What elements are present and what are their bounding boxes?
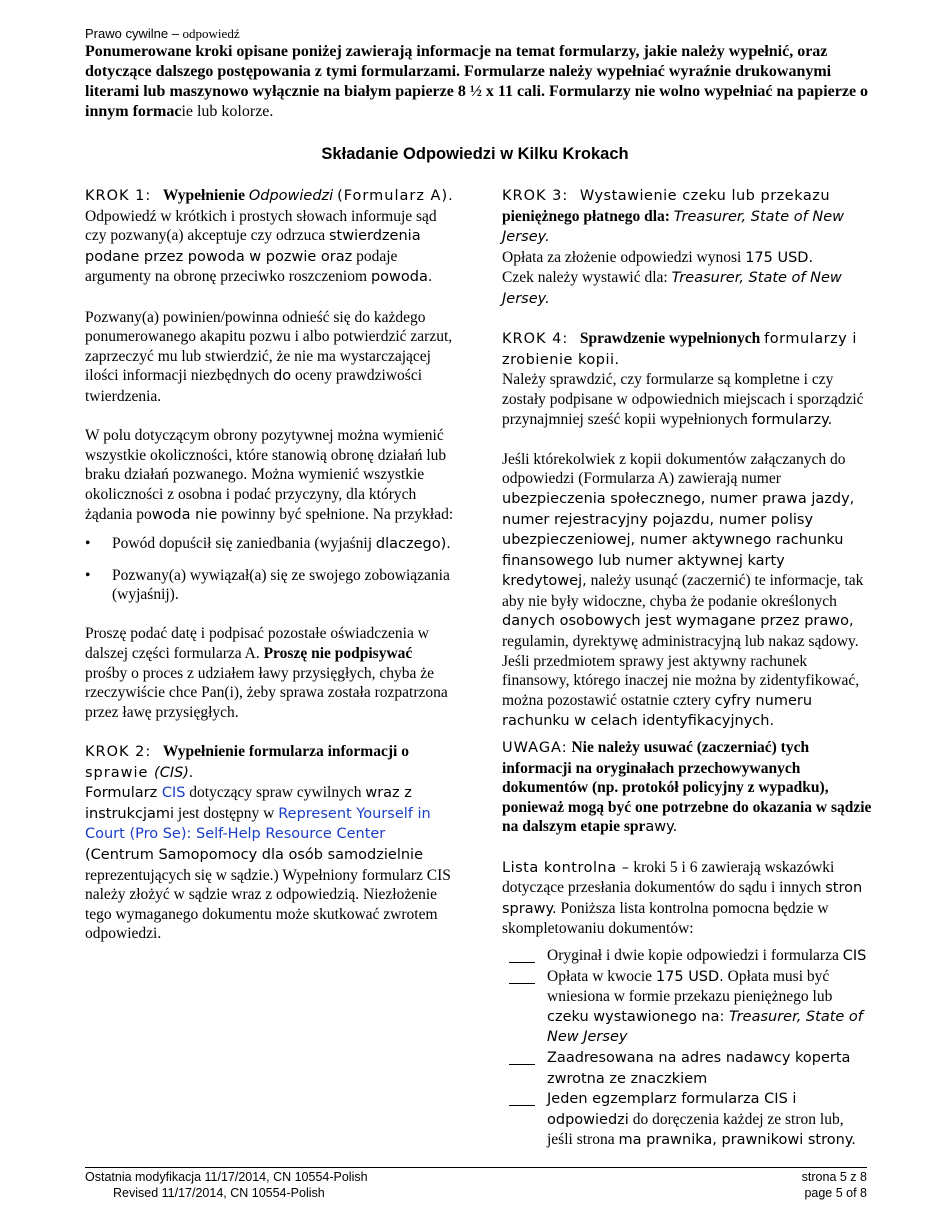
intro-paragraph <box>85 42 875 122</box>
bullet1-a: Powód dopuścił się zaniedbania (wyjaśnij <box>112 535 376 553</box>
footer-right <box>802 1170 867 1201</box>
checklist-item4-b: do doręczenia każdej ze stron lub, jeśli strona <box>547 1110 844 1149</box>
step3-heading <box>502 186 872 248</box>
step4-p1a: Należy sprawdzić, czy formularze są kompletne i czy zostały podpisane w odpowiednich miejscach i sporządzić przynajmniej sześć kopii wypełnionych <box>502 371 864 428</box>
checklist-item3: Zaadresowana na adres nadawcy koperta zwrotna ze znaczkiem <box>547 1049 851 1087</box>
checkbox-line[interactable] <box>509 962 535 963</box>
checkbox-line[interactable] <box>509 1105 535 1106</box>
step2-heading <box>85 742 457 783</box>
note-bold: Nie należy usuwać (zaczerniać) tych informacji na oryginałach przechowywanych dokumentów (np. protokół policyjny z wypadku), ponieważ mogą być one potrzebne do okazania w sądzie na dalszym etapie spr <box>502 739 872 836</box>
step3-heading-rest: Wystawienie czeku lub przekazu <box>579 188 831 204</box>
page-title: Składanie Odpowiedzi w Kilku Krokach <box>321 145 629 163</box>
step4-p2g: cyfry numeru rachunku w celach identyfikacyjnych. <box>502 692 813 730</box>
step1-paragraph-2 <box>85 308 457 407</box>
step1-p4b: Proszę nie podpisywać <box>263 645 413 663</box>
step4-heading <box>502 329 872 370</box>
step1-p1d: powoda. <box>370 269 433 286</box>
step1-heading <box>85 186 457 207</box>
checklist-b: stron sprawy. <box>502 880 863 917</box>
checklist-item2-a: Opłata w kwocie <box>547 967 656 985</box>
self-help-center-link[interactable]: Represent Yourself in Court (Pro Se): Self-Help Resource Center <box>85 805 431 843</box>
page-header <box>85 26 240 42</box>
step3-pc: Czek należy wystawić dla: <box>502 269 672 287</box>
step2-pc: wraz z instrukcjami <box>85 785 412 822</box>
step1-p2b: do <box>273 368 292 385</box>
step1-paragraph-1 <box>85 207 457 288</box>
step4-paragraph-1 <box>502 370 872 430</box>
step2-heading-rest: sprawie <box>85 764 155 781</box>
step3-pb: 175 USD. <box>745 249 814 266</box>
step3-heading-italic: Treasurer, State of New Jersey. <box>502 208 844 246</box>
step4-p1b: formularzy. <box>751 411 833 428</box>
step4-p2e: danych osobowych jest wymagane przez prawo, <box>502 613 854 630</box>
note-end: awy. <box>645 819 678 836</box>
step1-p2a: Pozwany(a) powinien/powinna odnieść się do każdego ponumerowanego akapitu pozwu i albo potwierdzić zarzut, zaprzeczyć mu lub stwierdzić, że nie ma wystarczającej ilości informacji niezbędnych <box>85 308 453 385</box>
checklist-item2-b: 175 USD. <box>655 968 724 985</box>
step2-heading-end: . <box>188 763 193 781</box>
checklist-item <box>502 967 872 1048</box>
step2-label: KROK 2: <box>85 744 152 761</box>
step1-p1c: podaje argumenty na obronę przeciwko roszczeniom <box>85 247 398 286</box>
checklist-item <box>502 1048 872 1089</box>
checklist-item <box>502 1089 872 1151</box>
checklist-item4-c: ma prawnika, prawnikowi strony. <box>618 1132 856 1149</box>
footer-modified-pl: Ostatnia modyfikacja 11/17/2014, CN 10554-Polish <box>85 1170 368 1184</box>
footer-page-pl: strona 5 z 8 <box>801 1170 867 1184</box>
step2-pe: (Centrum Samopomocy dla osób samodzielnie <box>85 847 423 863</box>
step3-label: KROK 3: <box>502 188 569 204</box>
footer-left <box>85 1170 368 1201</box>
step2-heading-bold: Wypełnienie formularza informacji o <box>162 743 409 761</box>
checklist-item2-c: Opłata musi być wniesiona w formie przekazu pieniężnego lub <box>547 967 833 1006</box>
checkbox-line[interactable] <box>509 983 535 984</box>
step1-heading-italic: Odpowiedzi <box>248 188 334 204</box>
cis-link[interactable]: CIS <box>161 785 186 802</box>
step3-paragraph <box>502 248 872 310</box>
checklist-label: Lista kontrolna – <box>502 859 630 876</box>
intro-tail: ie lub kolorze. <box>181 103 274 120</box>
step4-paragraph-2 <box>502 450 872 732</box>
step4-p2b: ubezpieczenia społecznego, numer prawa jazdy, <box>502 490 855 507</box>
left-column <box>85 186 457 944</box>
step1-p3c: powinny być spełnione. Na przykład: <box>217 505 454 523</box>
step2-pb: dotyczący spraw cywilnych <box>185 784 366 802</box>
checklist-item <box>502 946 872 967</box>
intro-main: Ponumerowane kroki opisane poniżej zawierają informacje na temat formularzy, jakie należy wypełnić, oraz dotyczące dalszego postępowania z tymi formularzami. Formularze należy wypełniać wyraźnie drukowanymi literami lub maszynowo wyłącznie na białym papierze 8 ½ x 11 cali. Formularzy nie wolno wypełniać na papierze o innym formac <box>85 43 869 120</box>
step3-pd: Treasurer, State of New Jersey. <box>502 270 842 307</box>
step4-p2c: numer rejestracyjny pojazdu, numer polisy ubezpieczeniowej, numer aktywnego rachunku finansowego lub numer aktywnej karty kredytowej, <box>502 511 844 590</box>
step4-p2d: należy usunąć (zaczernić) te informacje, tak aby nie były widoczne, chyba że podanie określonych <box>502 572 864 610</box>
step3-heading-bold: pieniężnego płatnego dla: <box>502 207 670 225</box>
list-item <box>85 534 457 555</box>
step2-pf: reprezentujących się w sądzie.) Wypełniony formularz CIS należy złożyć w sądzie wraz z odpowiedzią. Niezłożenie tego wymaganego dokumentu może skutkować zwrotem odpowiedzi. <box>85 866 451 943</box>
step4-heading-bold: Sprawdzenie wypełnionych <box>579 330 761 348</box>
step1-p4a: Proszę podać datę i podpisać pozostałe oświadczenia w dalszej części formularza A. <box>85 625 429 663</box>
step2-pa: Formularz <box>85 785 162 802</box>
step4-heading-rest: formularzy i zrobienie kopii. <box>502 331 857 368</box>
right-column <box>502 186 872 1151</box>
step3-pa: Opłata za złożenie odpowiedzi wynosi <box>502 248 746 266</box>
note-label: UWAGA: <box>502 740 568 757</box>
checklist-item2-d: czeku wystawionego na: <box>547 1008 729 1025</box>
step1-paragraph-4 <box>85 624 457 722</box>
step4-p2a: Jeśli którekolwiek z kopii dokumentów załączanych do odpowiedzi (Formularza A) zawierają numer <box>502 450 846 488</box>
step1-p1b: stwierdzenia podane przez powoda w pozwie oraz <box>85 228 421 265</box>
step2-pd: jest dostępny w <box>174 804 279 822</box>
step1-p4c: prośby o proces z udziałem ławy przysięgłych, chyba że rzeczywiście chce Pan(i), żeby sprawa została rozpatrzona przez ławę przysięgłych. <box>85 664 448 721</box>
list-item <box>85 566 457 605</box>
step4-p2f: regulamin, dyrektywę administracyjną lub nakaz sądowy. Jeśli przedmiotem sprawy jest aktywny rachunek finansowy, którego inaczej nie można by zidentyfikować, można pozostawić ostatnie cztery <box>502 633 860 709</box>
checklist-item1-a: Oryginał i dwie kopie odpowiedzi i formularza <box>547 946 843 964</box>
step1-p3b: woda nie <box>151 506 218 523</box>
checkbox-line[interactable] <box>509 1064 535 1065</box>
step1-label: KROK 1: <box>85 188 152 204</box>
step1-p3a: W polu dotyczącym obrony pozytywnej można wymienić wszystkie okoliczności, które stanowią obronę działań lub braku działań pozwanego. Można wymienić wszystkie okoliczności z osobna i podać przyczyny, dla których żądania po <box>85 427 447 523</box>
header-part1: Prawo cywilne – <box>85 26 183 41</box>
step1-p1a: Odpowiedź w krótkich i prostych słowach informuje sąd czy pozwany(a) akceptuje czy odrzuca <box>85 207 437 245</box>
step1-heading-rest: (Formularz A). <box>337 188 454 204</box>
step1-heading-bold: Wypełnienie <box>162 187 245 204</box>
bullet-icon: • <box>85 566 91 584</box>
bullet1-b: dlaczego). <box>375 536 451 553</box>
step1-p2c: oceny prawdziwości twierdzenia. <box>85 367 423 405</box>
step2-paragraph <box>85 783 457 944</box>
header-part2: odpowiedź <box>182 26 240 41</box>
step1-paragraph-3 <box>85 426 457 525</box>
checklist-item4-a: Jeden egzemplarz formularza CIS i odpowiedzi <box>547 1091 797 1128</box>
checklist-item2-e: Treasurer, State of New Jersey <box>547 1008 863 1046</box>
checklist-item1-b: CIS <box>842 947 867 964</box>
checklist-intro <box>502 858 872 939</box>
step2-heading-italic: (CIS) <box>154 764 189 781</box>
footer-revised-en: Revised 11/17/2014, CN 10554-Polish <box>113 1185 325 1200</box>
checklist-a: kroki 5 i 6 zawierają wskazówki dotyczące przesłania dokumentów do sądu i innych <box>502 858 835 897</box>
bullet-icon: • <box>85 535 91 553</box>
checklist-c: Poniższa lista kontrolna pomocna będzie w skompletowaniu dokumentów: <box>502 899 829 938</box>
footer-divider <box>85 1167 867 1168</box>
step4-label: KROK 4: <box>502 331 569 348</box>
bullet2: Pozwany(a) wywiązał(a) się ze swojego zobowiązania (wyjaśnij). <box>112 566 450 604</box>
footer-page-en: page 5 of 8 <box>804 1185 867 1200</box>
note-paragraph <box>502 738 872 838</box>
